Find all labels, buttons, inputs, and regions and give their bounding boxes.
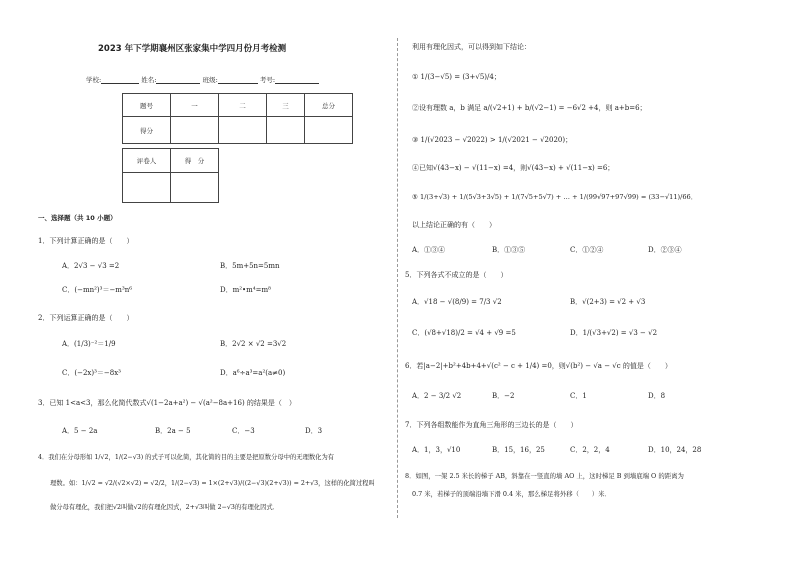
section-heading: 一、选择题（共 10 小题） [38, 214, 117, 222]
option[interactable]: C．(−mn²)³＝−m³n⁶ [62, 286, 133, 294]
page-title: 2023 年下学期襄州区张家集中学四月份月考检测 [98, 44, 287, 54]
question-7: 7．下列各组数能作为直角三角形的三边长的是（ ） [405, 421, 578, 429]
score-cell: 三 [267, 94, 305, 117]
score-cell: 一 [171, 94, 219, 117]
option[interactable]: C．−3 [232, 427, 255, 435]
option[interactable]: A．1，3，√10 [412, 446, 461, 454]
option[interactable]: D．a⁶÷a³=a²(a≠0) [220, 369, 286, 377]
option[interactable]: B．−2 [492, 392, 515, 400]
score-cell: 二 [219, 94, 267, 117]
option[interactable]: A．√18 − √(8/9) = 7/3 √2 [412, 298, 502, 306]
option[interactable]: B．√(2+3) = √2 + √3 [570, 298, 646, 306]
conclusion-question: 以上结论正确的有（ ） [412, 221, 496, 229]
conclusion-2: ②设有理数 a，b 满足 a/(√2+1) + b/(√2−1) = −6√2 +4，则 a+b=6； [412, 104, 647, 112]
grader-cell: 得 分 [171, 149, 219, 173]
grader-cell: 评卷人 [123, 149, 171, 173]
name-label: 姓名: [141, 76, 157, 84]
option[interactable]: C．(−2x)³＝−8x³ [62, 369, 121, 377]
grader-cell[interactable] [171, 173, 219, 203]
option[interactable]: B．5m+5n=5mn [220, 262, 280, 270]
option[interactable]: D．8 [648, 392, 666, 400]
option[interactable]: A．(1/3)⁻²＝1/9 [62, 340, 116, 348]
score-cell[interactable] [305, 117, 353, 144]
student-info-line [86, 75, 319, 84]
conclusion-intro: 利用有理化因式，可以得到如下结论： [412, 43, 531, 51]
option[interactable]: B．2a − 5 [155, 427, 191, 435]
question-1: 1．下列计算正确的是（ ） [38, 237, 134, 245]
question-8-line2: 0.7 米，若梯子的顶端沿墙下滑 0.4 米，那么梯足将外移（ ）米． [412, 490, 611, 498]
option[interactable]: D．②③④ [648, 246, 682, 254]
option[interactable]: D．m²•m⁴=m⁸ [220, 286, 271, 294]
option[interactable]: A．2 − 3/2 √2 [412, 392, 462, 400]
score-cell[interactable] [171, 117, 219, 144]
score-cell: 题号 [123, 94, 171, 117]
name-blank[interactable] [156, 76, 200, 84]
question-5: 5．下列各式不成立的是（ ） [405, 271, 508, 279]
option[interactable]: A．①③④ [412, 246, 446, 254]
class-blank[interactable] [218, 76, 258, 84]
number-blank[interactable] [275, 76, 319, 84]
conclusion-4: ④已知√(43−x) − √(11−x) =4，则√(43−x) + √(11−x) =6； [412, 164, 615, 172]
conclusion-5: ⑤ 1/(3+√3) + 1/(5√3+3√5) + 1/(7√5+5√7) + … + 1/(99√97+97√99) = (33−√11)/66． [412, 193, 698, 201]
score-table [122, 93, 353, 144]
number-label: 考号: [259, 76, 276, 84]
grader-table [122, 148, 219, 203]
option[interactable]: C．2，2，4 [570, 446, 610, 454]
question-4-line1: 4．我们在分母形如 1/√2，1/(2−√3) 的式子可以化简，其化简的目的主要是把原数分母中的无理数化为有 [38, 454, 335, 461]
question-4-line3: 做分母有理化，我们把√2叫做√2的有理化因式，2+√3叫做 2−√3的有理化因式． [50, 504, 279, 511]
question-4-line2: 理数。如：1/√2 = √2/(√2×√2) = √2/2，1/(2−√3) = 1×(2+√3)/((2−√3)(2+√3)) = 2+√3，这样的化简过程叫 [50, 480, 375, 487]
option[interactable]: D．1/(√3+√2) = √3 − √2 [570, 329, 658, 337]
option[interactable]: B．15，16，25 [492, 446, 545, 454]
option[interactable]: A．5 − 2a [62, 427, 98, 435]
conclusion-3: ③ 1/(√2023 − √2022) > 1/(√2021 − √2020)； [412, 136, 573, 144]
grader-cell[interactable] [123, 173, 171, 203]
option[interactable]: C．1 [570, 392, 587, 400]
question-3: 3．已知 1<a<3，那么化简代数式√(1−2a+a²) − √(a²−8a+16) 的结果是（ ） [38, 399, 296, 407]
column-divider [397, 38, 398, 518]
score-cell[interactable] [267, 117, 305, 144]
school-blank[interactable] [101, 76, 139, 84]
score-cell[interactable] [219, 117, 267, 144]
school-label: 学校: [86, 76, 102, 84]
option[interactable]: C．①②④ [570, 246, 604, 254]
score-cell: 总分 [305, 94, 353, 117]
option[interactable]: A．2√3 − √3 =2 [62, 262, 120, 270]
conclusion-1: ① 1/(3−√5) = (3+√5)/4； [412, 73, 501, 81]
option[interactable]: B．2√2 × √2 =3√2 [220, 340, 287, 348]
question-8-line1: 8．如图，一架 2.5 米长的梯子 AB，斜靠在一竖直的墙 AO 上，这时梯足 B 到墙底端 O 的距离为 [405, 472, 684, 480]
option[interactable]: D．10，24，28 [648, 446, 702, 454]
score-cell: 得分 [123, 117, 171, 144]
question-6: 6．若|a−2|+b²+4b+4+√(c² − c + 1/4) =0，则√(b²) − √a − √c 的值是（ ） [405, 362, 672, 370]
class-label: 班级: [202, 76, 218, 84]
option[interactable]: D．3 [305, 427, 323, 435]
question-2: 2．下列运算正确的是（ ） [38, 314, 134, 322]
option[interactable]: C．(√8+√18)/2 = √4 + √9 =5 [412, 329, 516, 337]
option[interactable]: B．①③⑤ [492, 246, 526, 254]
